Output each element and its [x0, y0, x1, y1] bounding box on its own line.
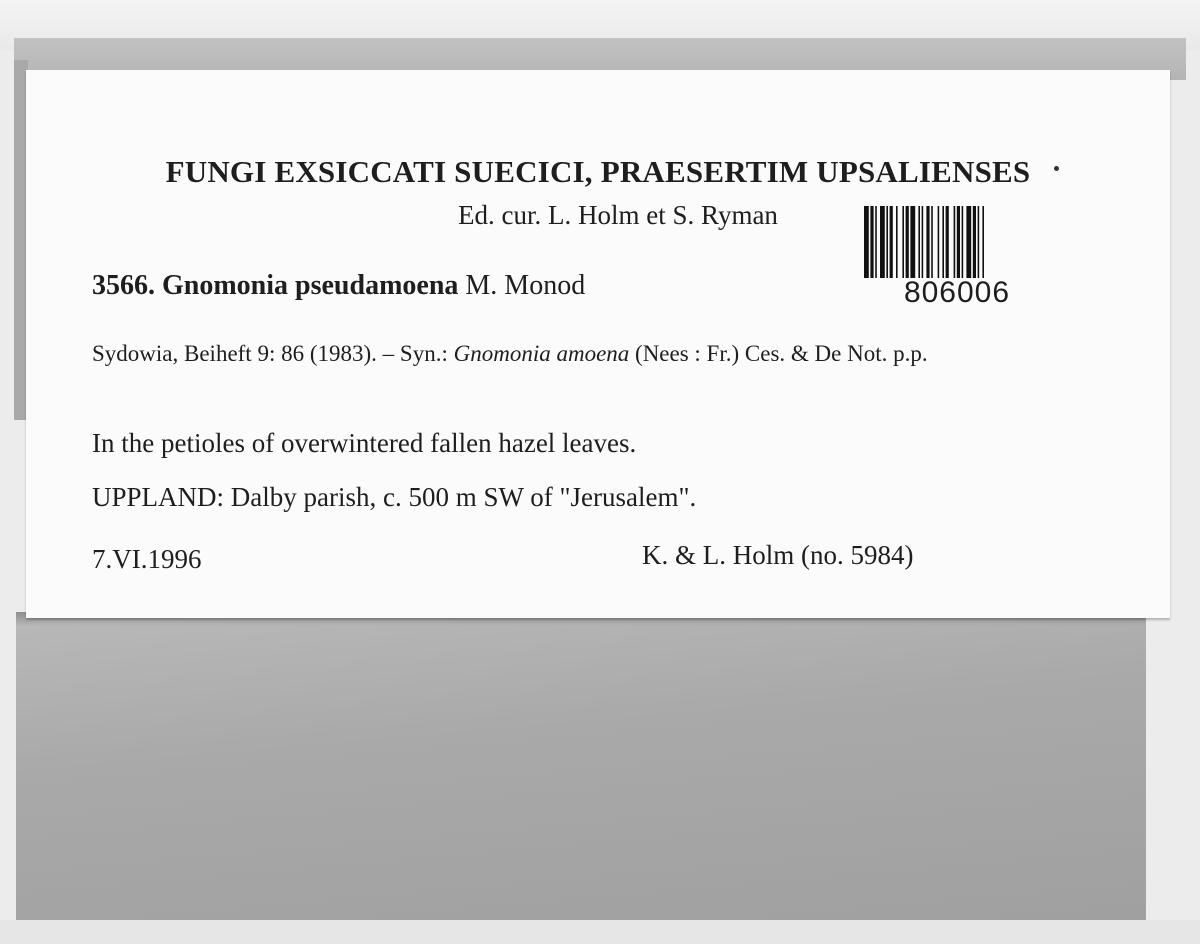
locality-text: UPPLAND: Dalby parish, c. 500 m SW of "Jerusalem".	[92, 482, 697, 512]
barcode-number: 806006	[903, 276, 1011, 309]
barcode-bar	[902, 206, 904, 278]
synonym-author: (Nees : Fr.) Ces. & De Not. p.p.	[629, 341, 928, 366]
barcode-bar	[938, 206, 940, 278]
barcode-bar	[957, 206, 960, 278]
collector-text: K. & L. Holm (no. 5984)	[642, 540, 914, 570]
barcode-bar	[966, 206, 971, 278]
exsiccata-number: 3566.	[92, 270, 155, 301]
barcode-bar	[973, 206, 976, 278]
specimen-envelope	[16, 612, 1146, 920]
speck-mark	[1054, 166, 1059, 171]
barcode-bar	[931, 206, 933, 278]
barcode-bar	[946, 206, 949, 278]
species-author: M. Monod	[465, 270, 586, 301]
barcode-bar	[954, 206, 956, 278]
barcode-bar	[910, 206, 915, 278]
barcode-icon	[862, 206, 1052, 278]
barcode-sticker	[862, 206, 1052, 314]
barcode-bar	[890, 206, 893, 278]
barcode-bar	[864, 206, 869, 278]
species-line	[92, 270, 585, 302]
barcode-bar	[962, 206, 964, 278]
barcode-bar	[886, 206, 888, 278]
editors-line: Ed. cur. L. Holm et S. Ryman	[458, 200, 778, 230]
synonym-name: Gnomonia amoena	[453, 341, 630, 366]
citation-text: Sydowia, Beiheft 9: 86 (1983). – Syn.:	[92, 341, 454, 366]
collection-date: 7.VI.1996	[92, 544, 202, 574]
barcode-bar	[918, 206, 920, 278]
barcode-bar	[906, 206, 909, 278]
habitat-text: In the petioles of overwintered fallen hazel leaves.	[92, 428, 637, 458]
specimen-label	[26, 70, 1170, 618]
barcode-bar	[922, 206, 924, 278]
barcode-bar	[942, 206, 944, 278]
barcode-bar	[982, 206, 984, 278]
barcode-bar	[870, 206, 873, 278]
barcode-bar	[896, 206, 898, 278]
reference-citation	[92, 338, 1112, 370]
species-name: Gnomonia pseudamoena	[162, 270, 459, 301]
barcode-bar	[926, 206, 929, 278]
barcode-bar	[880, 206, 885, 278]
background-bottom	[0, 920, 1200, 944]
series-title: FUNGI EXSICCATI SUECICI, PRAESERTIM UPSALIENSES	[165, 154, 1031, 189]
barcode-bar	[978, 206, 980, 278]
barcode-bar	[875, 206, 877, 278]
